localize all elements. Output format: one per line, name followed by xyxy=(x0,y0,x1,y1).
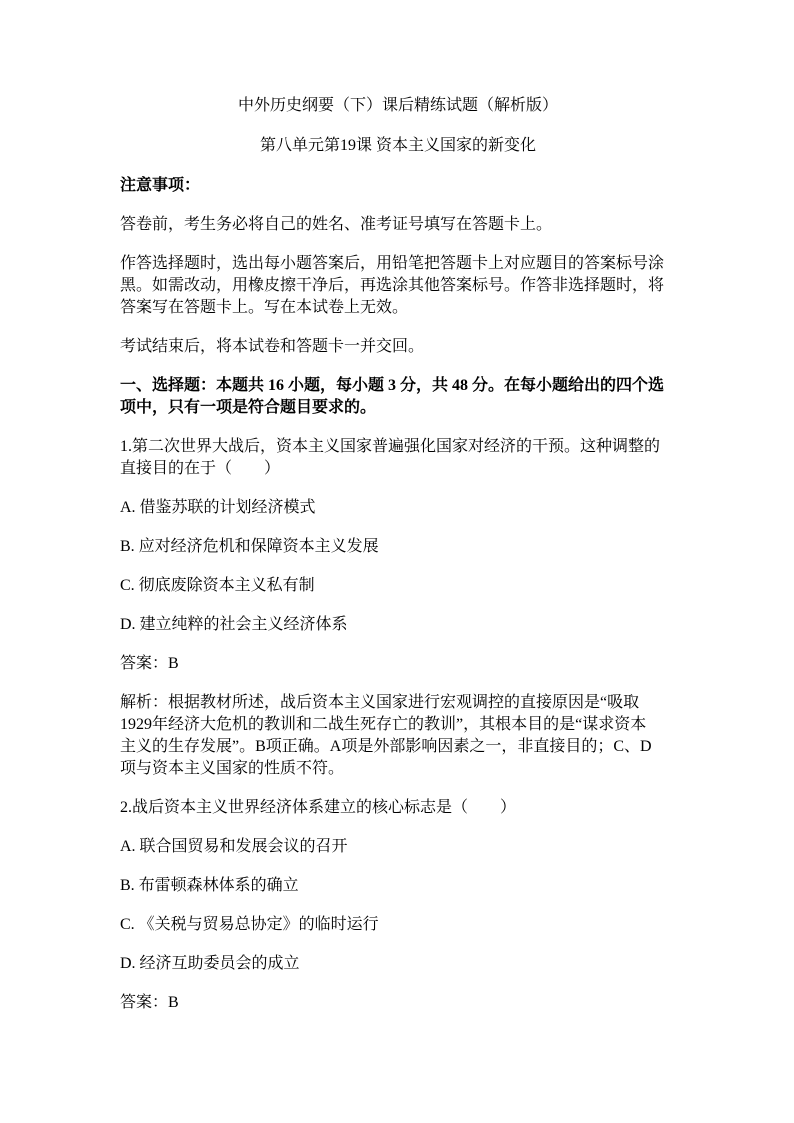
answer-text: 答案：B xyxy=(120,655,179,672)
option-text: A. 借鉴苏联的计划经济模式 xyxy=(120,499,316,516)
notice-line: 答案写在答题卡上。写在本试卷上无效。 xyxy=(120,299,409,316)
analysis xyxy=(120,692,676,780)
analysis-line: 项与资本主义国家的性质不符。 xyxy=(120,760,345,777)
option-text: C. 彻底废除资本主义私有制 xyxy=(120,577,315,594)
answer-text: 答案：B xyxy=(120,994,179,1011)
analysis-line: 1929年经济大危机的教训和二战生死存亡的教训”，其根本目的是“谋求资本 xyxy=(120,716,647,733)
section-heading-line: 项中，只有一项是符合题目要求的。 xyxy=(120,399,377,416)
option-d xyxy=(120,614,676,636)
notice-line: 作答选择题时，选出每小题答案后，用铅笔把答题卡上对应题目的答案标号涂 xyxy=(120,255,665,272)
section-heading xyxy=(120,375,676,419)
notice-heading: 注意事项： xyxy=(120,177,201,194)
question-stem-line: 2.战后资本主义世界经济体系建立的核心标志是（ ） xyxy=(120,799,517,816)
notice-heading-block xyxy=(120,175,676,197)
analysis-line: 解析：根据教材所述，战后资本主义国家进行宏观调控的直接原因是“吸取 xyxy=(120,694,640,711)
option-text: D. 建立纯粹的社会主义经济体系 xyxy=(120,616,348,633)
notice-item xyxy=(120,253,676,319)
option-a xyxy=(120,836,676,858)
option-b xyxy=(120,536,676,558)
option-a xyxy=(120,497,676,519)
notice-item xyxy=(120,214,676,236)
document-title: 中外历史纲要（下）课后精练试题（解析版） xyxy=(237,97,558,114)
option-d xyxy=(120,953,676,975)
question-stem xyxy=(120,797,676,819)
option-text: A. 联合国贸易和发展会议的召开 xyxy=(120,838,348,855)
option-text: D. 经济互助委员会的成立 xyxy=(120,955,300,972)
document-subtitle: 第八单元第19课 资本主义国家的新变化 xyxy=(259,137,536,154)
analysis-line: 主义的生存发展”。B项正确。A项是外部影响因素之一，非直接目的；C、D xyxy=(120,738,652,755)
notice-line: 黑。如需改动，用橡皮擦干净后，再选涂其他答案标号。作答非选择题时，将 xyxy=(120,277,665,294)
notice-item xyxy=(120,336,676,358)
option-text: B. 应对经济危机和保障资本主义发展 xyxy=(120,538,379,555)
option-c xyxy=(120,575,676,597)
answer xyxy=(120,992,676,1014)
document-subtitle-block xyxy=(120,135,676,157)
question-stem xyxy=(120,436,676,480)
answer xyxy=(120,653,676,675)
option-text: C. 《关税与贸易总协定》的临时运行 xyxy=(120,916,379,933)
notice-line: 答卷前，考生务必将自己的姓名、准考证号填写在答题卡上。 xyxy=(120,216,553,233)
option-text: B. 布雷顿森林体系的确立 xyxy=(120,877,299,894)
section-heading-line: 一、选择题：本题共 16 小题，每小题 3 分，共 48 分。在每小题给出的四个选 xyxy=(120,377,665,394)
option-b xyxy=(120,875,676,897)
document-title-block xyxy=(120,95,676,117)
option-c xyxy=(120,914,676,936)
document-page xyxy=(120,95,676,1031)
question-stem-line: 1.第二次世界大战后，资本主义国家普遍强化国家对经济的干预。这种调整的 xyxy=(120,438,661,455)
question-stem-line: 直接目的在于（ ） xyxy=(120,460,281,477)
notice-line: 考试结束后，将本试卷和答题卡一并交回。 xyxy=(120,338,425,355)
